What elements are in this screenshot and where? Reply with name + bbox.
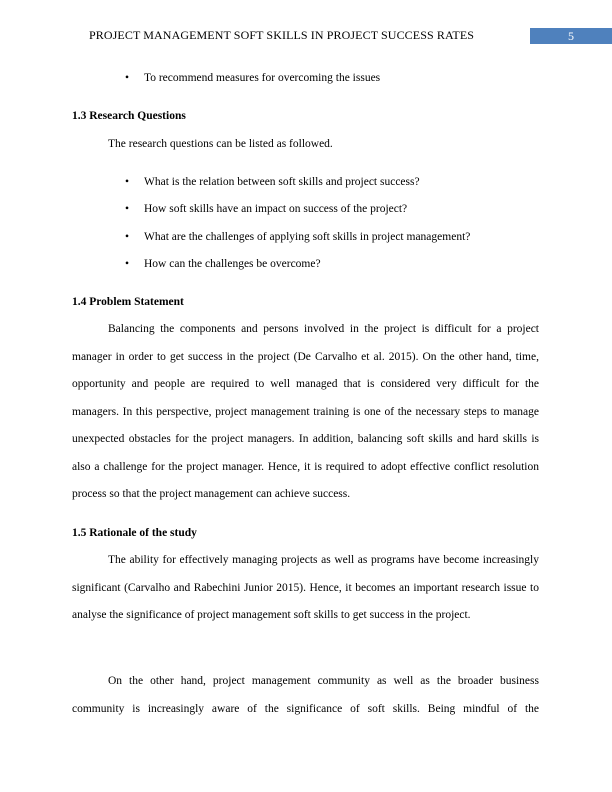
bullet-icon: • bbox=[125, 176, 130, 188]
problem-statement-paragraph: Balancing the components and persons involved in the project is difficult for a project manager in order to get success in the project (De Carvalho et al. 2015). On the other hand, time, opportunity and people are required to well managed that is considered very difficult for the managers. In this perspective, project management training is one of the necessary steps to manage unexpected obstacles for the project managers. In addition, balancing soft skills and hard skills is also a challenge for the project manager. Hence, it is required to adopt effective conflict resolution process so that the project management can achieve success. bbox=[72, 323, 539, 500]
running-header-title: PROJECT MANAGEMENT SOFT SKILLS IN PROJECT SUCCESS RATES bbox=[89, 28, 475, 42]
page-number: 5 bbox=[530, 28, 612, 44]
list-item-text: How can the challenges be overcome? bbox=[144, 258, 321, 270]
bullet-icon: • bbox=[125, 231, 130, 243]
section-heading-research-questions: 1.3 Research Questions bbox=[72, 110, 186, 122]
list-item-text: How soft skills have an impact on success of the project? bbox=[144, 203, 408, 215]
list-item bbox=[125, 203, 407, 215]
list-item-text: What are the challenges of applying soft skills in project management? bbox=[144, 231, 471, 243]
list-item bbox=[125, 258, 321, 270]
rationale-paragraph-1: The ability for effectively managing projects as well as programs have become increasingly significant (Carvalho and Rabechini Junior 2015). Hence, it becomes an important research issue to analyse the significance of project management soft skills to get success in the project. bbox=[72, 554, 539, 621]
bullet-icon: • bbox=[125, 258, 130, 270]
list-item-text: To recommend measures for overcoming the issues bbox=[144, 72, 381, 84]
list-item bbox=[125, 231, 470, 243]
list-item bbox=[125, 176, 420, 188]
list-item-text: What is the relation between soft skills and project success? bbox=[144, 176, 420, 188]
research-questions-intro: The research questions can be listed as followed. bbox=[108, 138, 333, 150]
section-heading-problem-statement: 1.4 Problem Statement bbox=[72, 296, 184, 308]
rationale-paragraph-2: On the other hand, project management community as well as the broader business community is increasingly aware of the significance of soft skills. Being mindful of the bbox=[72, 675, 539, 715]
list-item bbox=[125, 72, 380, 84]
section-heading-rationale: 1.5 Rationale of the study bbox=[72, 527, 197, 539]
bullet-icon: • bbox=[125, 203, 130, 215]
bullet-icon: • bbox=[125, 72, 130, 84]
